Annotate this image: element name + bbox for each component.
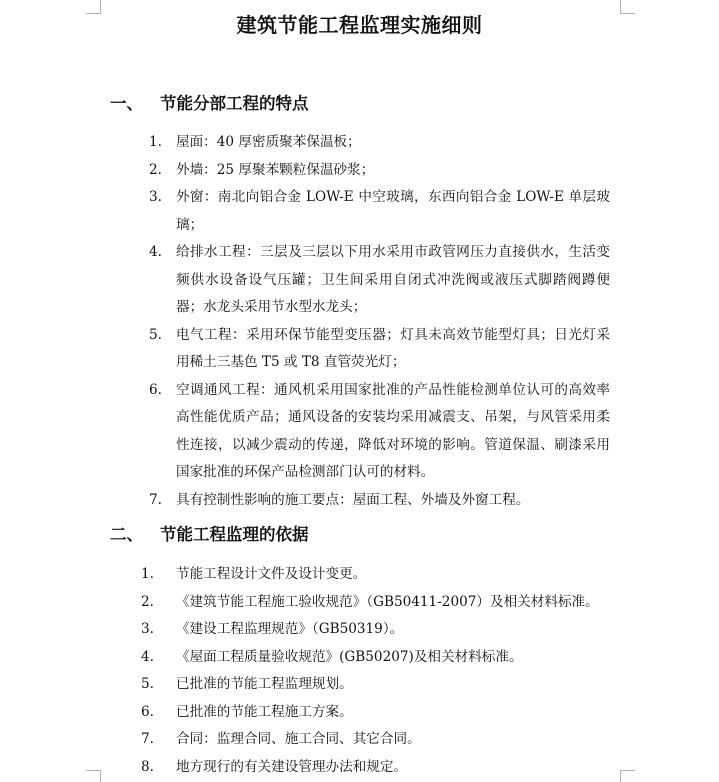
item-number: 7. bbox=[141, 731, 154, 747]
list-item bbox=[0, 616, 719, 644]
section-heading-1 bbox=[110, 90, 309, 118]
item-number: 3. bbox=[149, 189, 162, 205]
list-item bbox=[0, 726, 719, 754]
section-1-list bbox=[0, 129, 719, 514]
list-item bbox=[0, 157, 719, 185]
list-item bbox=[0, 239, 719, 322]
item-number: 8. bbox=[141, 758, 154, 775]
list-item bbox=[0, 589, 719, 617]
list-item bbox=[0, 754, 719, 782]
list-item bbox=[0, 644, 719, 672]
item-number: 1. bbox=[149, 134, 162, 150]
item-number: 6. bbox=[149, 381, 162, 398]
list-item bbox=[0, 561, 719, 589]
item-text: 给排水工程：三层及三层以下用水采用市政管网压力直接供水，生活变频供水设备设气压罐；卫生间采用自闭式冲洗阀或液压式脚踏阀蹲便器；水龙头采用节水型水龙头； bbox=[176, 244, 610, 315]
section-2-list bbox=[0, 561, 719, 781]
item-text: 《建筑节能工程施工验收规范》（GB50411-2007）及相关材料标准。 bbox=[176, 593, 599, 610]
item-text: 已批准的节能工程监理规划。 bbox=[176, 676, 353, 692]
list-item bbox=[0, 129, 719, 157]
item-text: 外窗：南北向铝合金 LOW-E 中空玻璃，东西向铝合金 LOW-E 单层玻璃； bbox=[176, 189, 610, 233]
item-number: 3. bbox=[141, 621, 154, 637]
item-number: 4. bbox=[141, 648, 154, 665]
item-number: 6. bbox=[141, 703, 154, 720]
item-text: 屋面：40 厚密质聚苯保温板； bbox=[176, 134, 361, 150]
item-text: 《建设工程监理规范》（GB50319）。 bbox=[176, 621, 404, 637]
item-text: 地方现行的有关建设管理办法和规定。 bbox=[176, 758, 408, 775]
section-title-2: 节能工程监理的依据 bbox=[160, 525, 309, 544]
section-title-1: 节能分部工程的特点 bbox=[160, 94, 309, 113]
item-text: 外墙：25 厚聚苯颗粒保温砂浆； bbox=[176, 161, 375, 178]
document-title: 建筑节能工程监理实施细则 bbox=[236, 13, 483, 37]
item-text: 已批准的节能工程施工方案。 bbox=[176, 703, 353, 720]
item-text: 具有控制性影响的施工要点：屋面工程、外墙及外窗工程。 bbox=[176, 491, 530, 508]
list-item bbox=[0, 487, 719, 515]
item-number: 1. bbox=[141, 566, 154, 582]
item-number: 2. bbox=[149, 161, 162, 178]
item-text: 合同：监理合同、施工合同、其它合同。 bbox=[176, 731, 421, 747]
list-item bbox=[0, 671, 719, 699]
list-item bbox=[0, 322, 719, 377]
item-number: 4. bbox=[149, 244, 162, 260]
section-number-1: 一、 bbox=[110, 94, 143, 113]
item-number: 5. bbox=[141, 676, 154, 692]
section-number-2: 二、 bbox=[110, 525, 143, 544]
item-text: 《屋面工程质量验收规范》(GB50207)及相关材料标准。 bbox=[176, 648, 523, 665]
item-text: 空调通风工程：通风机采用国家批准的产品性能检测单位认可的高效率高性能优质产品；通风设备的安装均采用减震支、吊架，与风管采用柔性连接，以减少震动的传递，降低对环境的影响。管道保温、刷漆采用国家批准的环保产品检测部门认可的材料。 bbox=[176, 381, 610, 480]
section-heading-2 bbox=[110, 521, 309, 549]
list-item bbox=[0, 184, 719, 239]
item-number: 5. bbox=[149, 326, 162, 343]
list-item bbox=[0, 377, 719, 487]
item-text: 节能工程设计文件及设计变更。 bbox=[176, 566, 367, 582]
list-item bbox=[0, 699, 719, 727]
item-number: 7. bbox=[149, 491, 162, 508]
item-number: 2. bbox=[141, 593, 154, 610]
item-text: 电气工程：采用环保节能型变压器；灯具未高效节能型灯具；日光灯采用稀土三基色 T5 或 T8 直管荧光灯； bbox=[176, 326, 610, 370]
